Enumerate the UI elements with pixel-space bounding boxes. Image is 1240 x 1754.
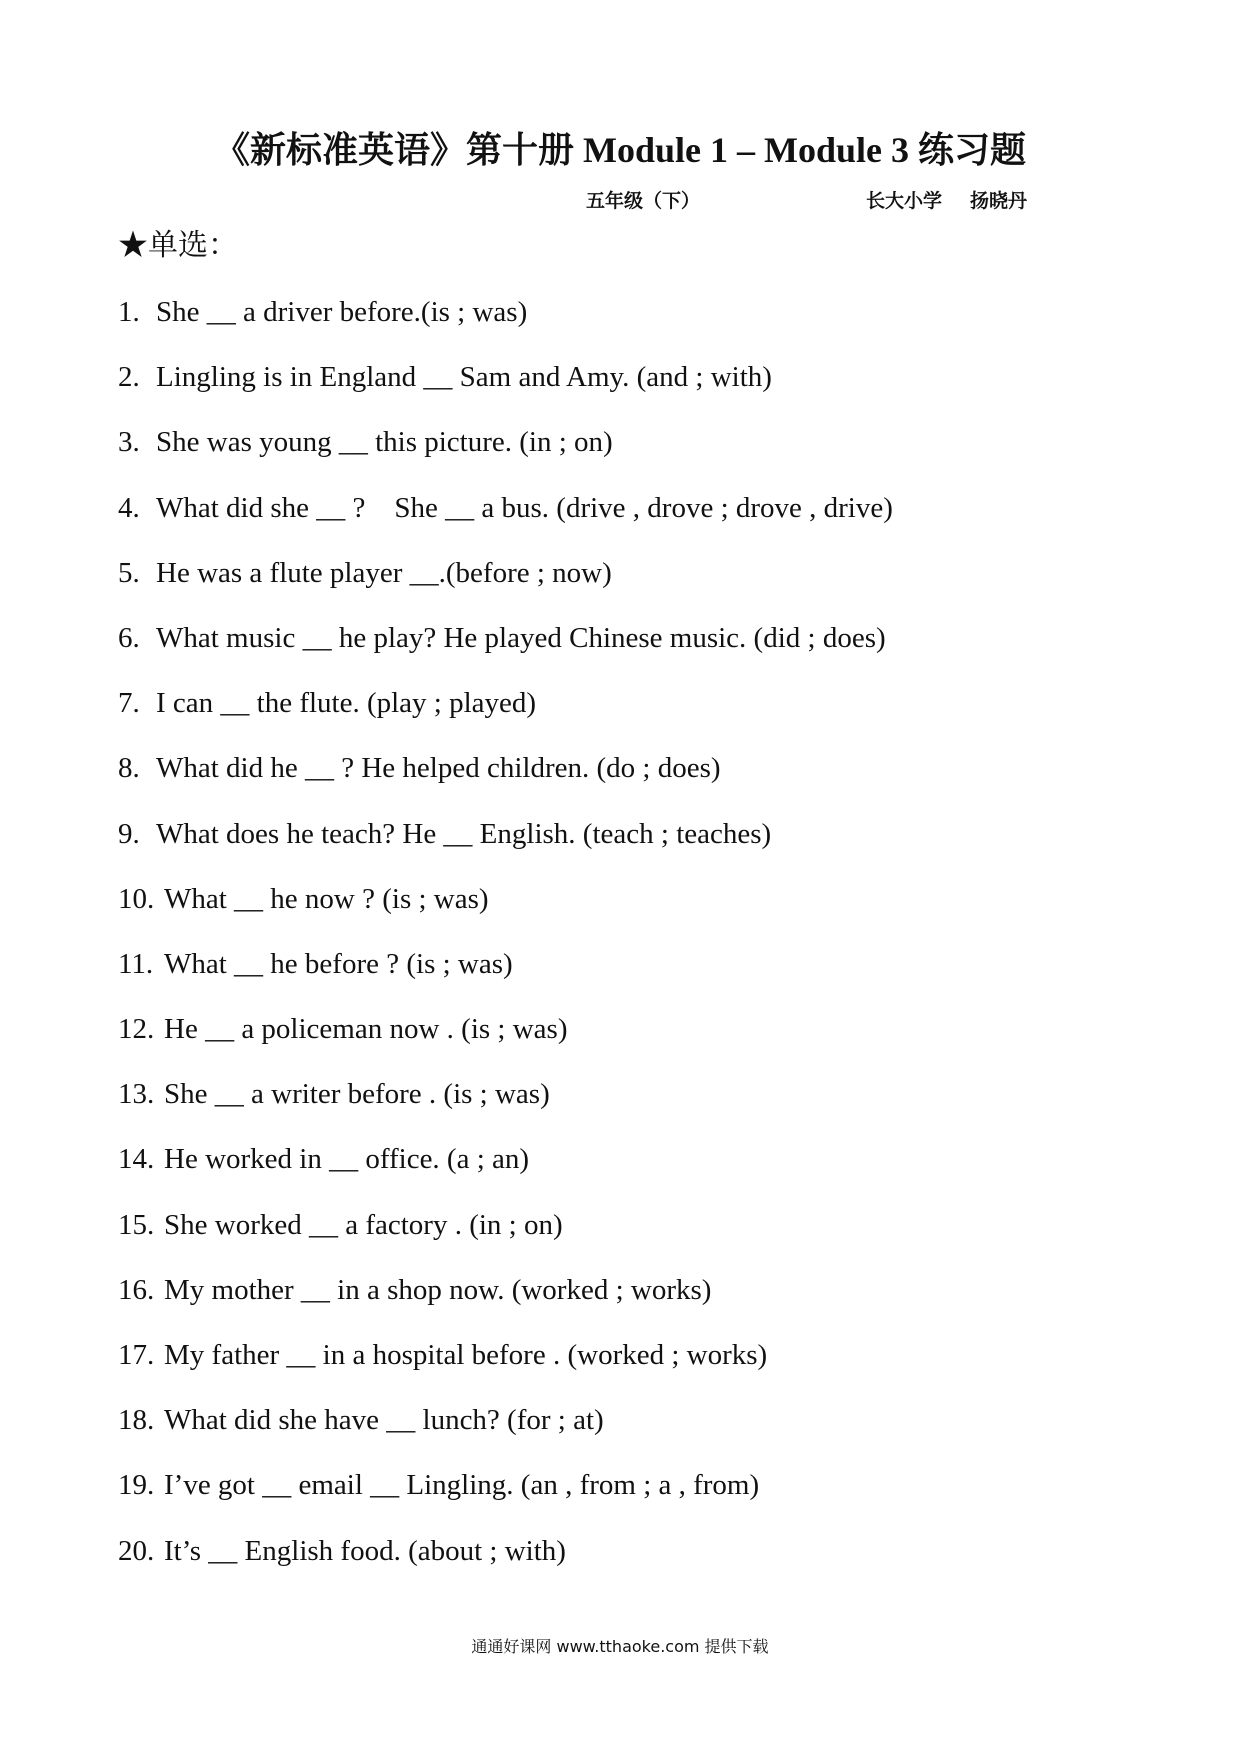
question-item [118,944,893,1009]
question-number: 6. [118,621,140,654]
question-item [118,1139,893,1204]
question-number: 19. [118,1469,155,1502]
question-text: My mother __ in a shop now. (worked ; works) [164,1273,712,1306]
question-number: 13. [118,1078,155,1111]
question-item [118,814,893,879]
question-text: I’ve got __ email __ Lingling. (an , from ; a , from) [164,1469,760,1502]
question-number: 9. [118,817,140,850]
question-text: What __ he now ? (is ; was) [164,882,489,915]
question-text: Lingling is in England __ Sam and Amy. (and ; with) [156,361,772,394]
question-text: What __ he before ? (is ; was) [164,947,513,980]
question-item [118,683,893,748]
question-item [118,879,893,944]
subtitle-line [586,190,1027,214]
question-text: I can __ the flute. (play ; played) [156,687,537,720]
question-number: 20. [118,1534,155,1567]
grade-label: 五年级（下） [586,191,701,212]
question-item [118,618,893,683]
question-item [118,1465,893,1530]
page-footer: 通通好课网 www.tthaoke.com 提供下载 [471,1637,769,1656]
question-number: 10. [118,882,155,915]
question-number: 7. [118,687,140,720]
question-item [118,488,893,553]
question-text: What music __ he play? He played Chinese music. (did ; does) [156,621,886,654]
question-text: What did she have __ lunch? (for ; at) [164,1404,604,1437]
question-number: 2. [118,361,140,394]
question-text: What does he teach? He __ English. (teach ; teaches) [156,817,772,850]
question-number: 12. [118,1013,155,1046]
page-title: 《新标准英语》第十册 Module 1 – Module 3 练习题 [213,130,1026,170]
question-item [118,357,893,422]
question-item [118,1074,893,1139]
question-item [118,1335,893,1400]
question-item [118,1270,893,1335]
school-name: 长大小学 [866,191,943,212]
question-number: 5. [118,556,140,589]
question-text: He was a flute player __.(before ; now) [156,556,612,589]
question-number: 3. [118,426,140,459]
question-item [118,1009,893,1074]
question-number: 17. [118,1339,155,1371]
question-text: She was young __ this picture. (in ; on) [156,426,613,459]
question-number: 1. [118,296,140,328]
question-item [118,292,893,357]
question-number: 11. [118,947,154,980]
question-text: What did he __ ? He helped children. (do ; does) [156,752,721,785]
question-number: 4. [118,491,140,524]
question-number: 18. [118,1404,155,1437]
question-text: My father __ in a hospital before . (worked ; works) [164,1339,768,1371]
question-text: She __ a writer before . (is ; was) [164,1078,550,1111]
question-list [118,292,893,1596]
question-text: She __ a driver before.(is ; was) [156,296,528,328]
question-item [118,1531,893,1596]
section-heading: ★单选： [118,229,238,262]
question-item [118,1400,893,1465]
question-item [118,1205,893,1270]
question-text: He worked in __ office. (a ; an) [164,1143,530,1176]
question-text: It’s __ English food. (about ; with) [164,1534,566,1567]
question-item [118,422,893,487]
question-item [118,553,893,618]
question-text: He __ a policeman now . (is ; was) [164,1013,568,1046]
question-text: What did she __ ? She __ a bus. (drive , drove ; drove , drive) [156,491,893,524]
question-number: 15. [118,1208,155,1241]
question-number: 16. [118,1273,155,1306]
question-number: 8. [118,752,140,785]
question-item [118,748,893,813]
teacher-name: 扬晓丹 [970,191,1028,212]
question-text: She worked __ a factory . (in ; on) [164,1208,563,1241]
question-number: 14. [118,1143,155,1176]
